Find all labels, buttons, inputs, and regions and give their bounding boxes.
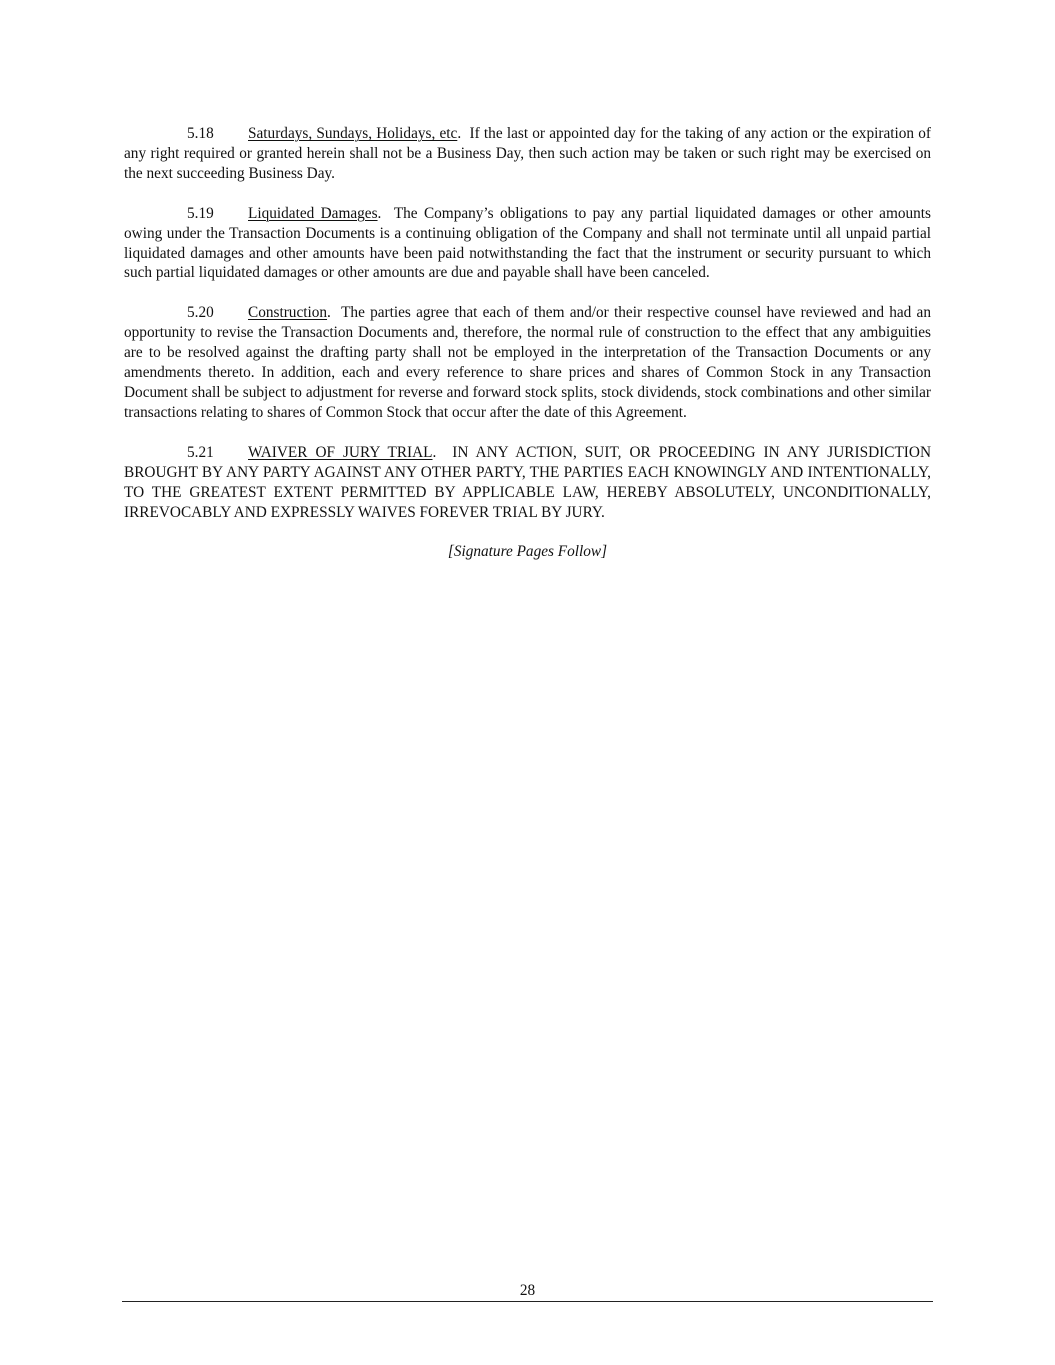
section-number: 5.19 xyxy=(187,204,214,222)
section-number: 5.21 xyxy=(187,443,214,461)
signature-pages-follow-note: [Signature Pages Follow] xyxy=(447,543,608,561)
section-body: The parties agree that each of them and/or their respective counsel have reviewed and had an opportunity to revise the Transaction Documents and, therefore, the normal rule of construction to the effect that any ambiguities are to be resolved against the drafting party shall not be employed in the interpretation of the Transaction Documents or any amendments thereto. In addition, each and every reference to share prices and shares of Common Stock in any Transaction Document shall be subject to adjustment for reverse and forward stock splits, stock dividends, stock combinations and other similar transactions relating to shares of Common Stock that occur after the date of this Agreement. xyxy=(124,304,931,421)
section-heading: Construction xyxy=(248,304,328,322)
section-5-19 xyxy=(124,204,931,284)
footer-rule xyxy=(122,1301,933,1302)
section-number: 5.18 xyxy=(187,125,214,142)
section-heading-period: . xyxy=(327,304,331,322)
section-heading-period: . xyxy=(457,125,462,142)
section-heading-period: . xyxy=(377,204,382,222)
section-number: 5.20 xyxy=(187,304,214,322)
section-heading: Saturdays, Sundays, Holidays, etc xyxy=(248,125,458,142)
section-heading: Liquidated Damages xyxy=(248,204,378,222)
section-body: If the last or appointed day for the taking of any action or the expiration of any right required or granted herein shall not be a Business Day, then such action may be taken or such right may be exercised on the next succeeding Business Day. xyxy=(124,125,931,182)
section-heading: WAIVER OF JURY TRIAL xyxy=(248,443,433,461)
page-number: 28 xyxy=(519,1282,536,1299)
section-body: IN ANY ACTION, SUIT, OR PROCEEDING IN ANY JURISDICTION BROUGHT BY ANY PARTY AGAINST ANY OTHER PARTY, THE PARTIES EACH KNOWINGLY AND INTENTIONALLY, TO THE GREATEST EXTENT PERMITTED BY APPLICABLE LAW, HEREBY ABSOLUTELY, UNCONDITIONALLY, IRREVOCABLY AND EXPRESSLY WAIVES FOREVER TRIAL BY JURY. xyxy=(124,443,931,521)
section-body: The Company’s obligations to pay any partial liquidated damages or other amounts owing under the Transaction Documents is a continuing obligation of the Company and shall not terminate until all unpaid partial liquidated damages and other amounts have been paid notwithstanding the fact that the instrument or security pursuant to which such partial liquidated damages or other amounts are due and payable shall have been canceled. xyxy=(124,204,931,282)
section-heading-period: . xyxy=(432,443,437,461)
section-5-21 xyxy=(124,443,931,523)
section-5-18 xyxy=(124,124,931,184)
document-body xyxy=(124,124,931,578)
section-5-20 xyxy=(124,303,931,422)
